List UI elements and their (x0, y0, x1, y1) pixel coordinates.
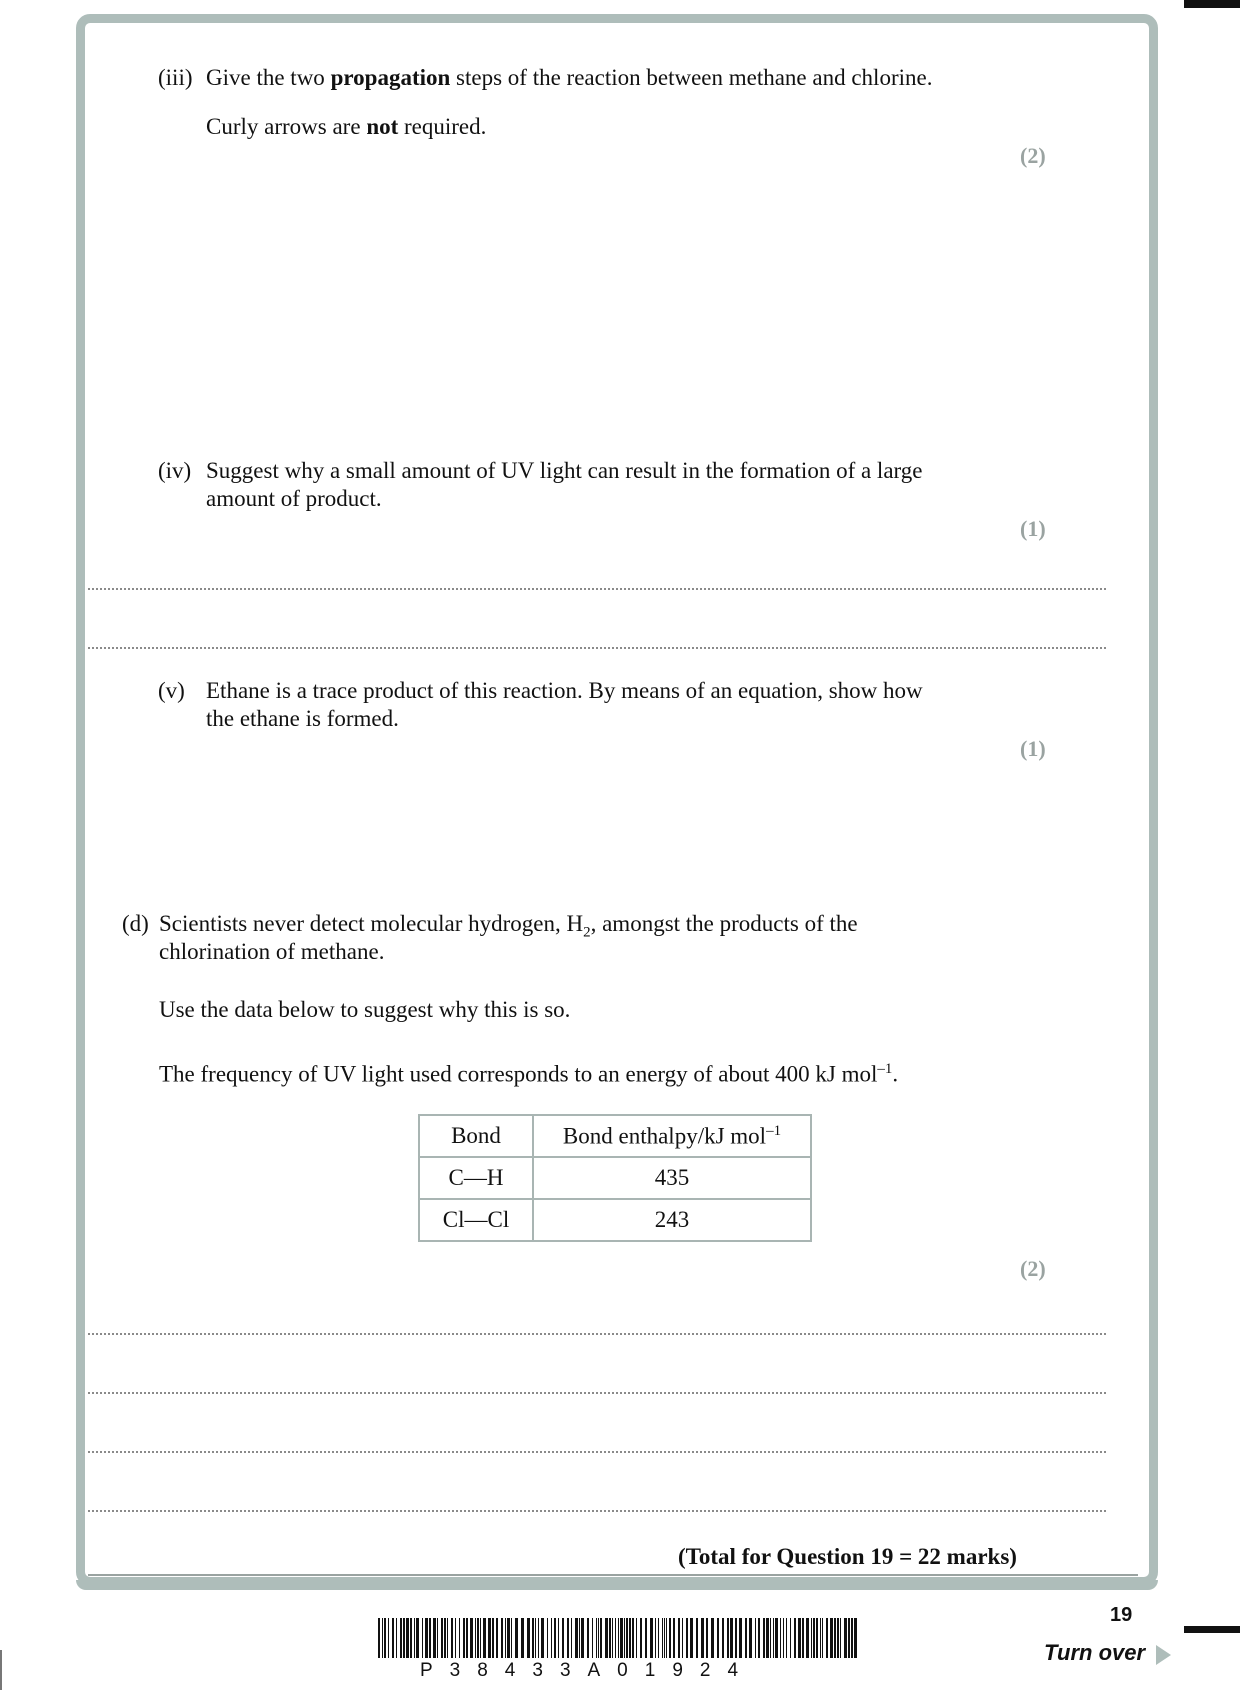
barcode-bar (475, 1618, 476, 1658)
barcode-bar (492, 1618, 494, 1658)
barcode-bar (541, 1618, 544, 1658)
barcode-bar (592, 1618, 593, 1658)
answer-line[interactable] (88, 1333, 1106, 1335)
barcode-bar (535, 1618, 536, 1658)
table-cell-bond: Cl—Cl (419, 1199, 533, 1241)
barcode-bar (711, 1618, 714, 1658)
turn-over-arrow-icon (1156, 1645, 1171, 1665)
barcode-bar (496, 1618, 498, 1658)
barcode-bar (763, 1618, 765, 1658)
table-header-enthalpy-text: Bond enthalpy/kJ mol (562, 1123, 767, 1149)
barcode-bar (811, 1618, 812, 1658)
q-v-line2: the ethane is formed. (206, 706, 399, 731)
barcode-bar (538, 1618, 539, 1658)
barcode-bar (596, 1618, 597, 1658)
barcode-bar (851, 1618, 853, 1658)
barcode-bar (830, 1618, 833, 1658)
q-d-line4 (159, 1055, 898, 1089)
barcode-bar (406, 1618, 409, 1658)
barcode-bar (618, 1618, 619, 1658)
barcode-bar (507, 1618, 510, 1658)
barcode-bar (802, 1618, 804, 1658)
answer-line[interactable] (88, 1392, 1106, 1394)
barcode-bar (837, 1618, 839, 1658)
barcode-bar (605, 1618, 608, 1658)
barcode-bar (527, 1618, 530, 1658)
barcode-bar (410, 1618, 412, 1658)
table-row (419, 1199, 811, 1241)
barcode-bar (780, 1618, 781, 1658)
barcode-bar (382, 1618, 383, 1658)
q-iv-line2: amount of product. (206, 486, 382, 511)
q-d-line4-pre: The frequency of UV light used corresponds to an energy of about 400 kJ mol (159, 1061, 878, 1087)
barcode-bar (775, 1618, 778, 1658)
barcode-bar (624, 1618, 625, 1658)
corner-bar-bottom (1184, 1626, 1240, 1633)
q-d-line3: Use the data below to suggest why this is so. (159, 997, 571, 1022)
barcode-bar (396, 1618, 397, 1658)
barcode-bar (451, 1618, 453, 1658)
barcode-bar (706, 1618, 708, 1658)
barcode-bar (447, 1618, 448, 1658)
barcode-bar (690, 1618, 693, 1658)
table-cell-bond: C—H (419, 1157, 533, 1199)
barcode-bar (575, 1618, 578, 1658)
barcode-bar (455, 1618, 456, 1658)
q-iv-label: (iv) (158, 458, 192, 483)
barcode-bar (480, 1618, 481, 1658)
q-iii-line2-pre: Curly arrows are (206, 114, 367, 139)
barcode-bar (749, 1618, 752, 1658)
q-iii-label: (iii) (158, 65, 193, 90)
q-iv-marks: (1) (1020, 516, 1046, 541)
barcode-bar (794, 1618, 796, 1658)
barcode-bar (658, 1618, 659, 1658)
q-d-line2: chlorination of methane. (159, 939, 385, 964)
table-header-superscript: –1 (766, 1122, 782, 1139)
barcode-bar (483, 1618, 486, 1658)
question-frame (76, 14, 1158, 1586)
barcode-bar (587, 1618, 589, 1658)
barcode-bar (696, 1618, 698, 1658)
barcode-bar (798, 1618, 801, 1658)
barcode-bar (844, 1618, 847, 1658)
barcode-bar (717, 1618, 719, 1658)
barcode-bar (567, 1618, 569, 1658)
barcode-bar (392, 1618, 394, 1658)
barcode-bar (441, 1618, 443, 1658)
barcode-bar (735, 1618, 737, 1658)
barcode-bar (662, 1618, 663, 1658)
barcode-bar (686, 1618, 688, 1658)
barcode-bar (822, 1618, 823, 1658)
barcode-bar (511, 1618, 512, 1658)
barcode-bar (650, 1618, 653, 1658)
table-row (419, 1157, 811, 1199)
barcode-bar (722, 1618, 724, 1658)
q-d-marks: (2) (1020, 1256, 1046, 1281)
page-number: 19 (1110, 1604, 1133, 1626)
answer-line[interactable] (88, 1510, 1106, 1512)
table-cell-value: 435 (533, 1157, 811, 1199)
barcode-bar (806, 1618, 809, 1658)
barcode-bar (459, 1618, 460, 1658)
corner-bar-top (1184, 0, 1240, 8)
barcode-bar (466, 1618, 468, 1658)
barcode-bar (422, 1618, 423, 1658)
barcode-bar (786, 1618, 787, 1658)
barcode-bar (612, 1618, 613, 1658)
barcode-bar (547, 1618, 548, 1658)
barcode-bar (758, 1618, 760, 1658)
q-iii-line1 (206, 64, 932, 92)
barcode-bar (682, 1618, 683, 1658)
q-iii-line2 (206, 113, 486, 141)
barcode-bar (615, 1618, 616, 1658)
barcode-bar (378, 1618, 380, 1658)
barcode-bar (739, 1618, 742, 1658)
barcode-bar (501, 1618, 503, 1658)
answer-line[interactable] (88, 588, 1106, 590)
barcode-bar (673, 1618, 675, 1658)
barcode-bar (840, 1618, 841, 1658)
barcode-bar (551, 1618, 552, 1658)
q-v-line1: Ethane is a trace product of this reaction. By means of an equation, show how (206, 678, 923, 703)
table-cell-value: 243 (533, 1199, 811, 1241)
barcode-bar (515, 1618, 518, 1658)
barcode-bar (437, 1618, 438, 1658)
q-iii-line2-post: required. (398, 114, 487, 139)
barcode-bar (554, 1618, 556, 1658)
q-iii-bold-not: not (366, 114, 399, 139)
total-divider (88, 1574, 1138, 1576)
barcode-bar (403, 1618, 405, 1658)
answer-line[interactable] (88, 1451, 1106, 1453)
q-d-superscript: –1 (877, 1061, 893, 1077)
question-frame-shadow (76, 1580, 1158, 1590)
barcode-bar (790, 1618, 791, 1658)
q-iii-line1-pre: Give the two (206, 65, 331, 90)
barcode-bar (820, 1618, 821, 1658)
q-d-subscript: 2 (583, 924, 591, 941)
barcode-bar (444, 1618, 446, 1658)
barcode-bar (571, 1618, 572, 1658)
barcode-bar (632, 1618, 634, 1658)
barcode-bar (629, 1618, 631, 1658)
barcode-bar (532, 1618, 534, 1658)
q-v-marks: (1) (1020, 736, 1046, 761)
barcode-bar (678, 1618, 680, 1658)
margin-tick (0, 1650, 2, 1690)
barcode-bar (826, 1618, 828, 1658)
barcode-bar (388, 1618, 389, 1658)
q-v-label: (v) (158, 678, 185, 703)
bond-enthalpy-table (418, 1114, 812, 1242)
barcode-bar (645, 1618, 647, 1658)
barcode-bar (745, 1618, 747, 1658)
barcode-bar (433, 1618, 436, 1658)
barcode-bar (766, 1618, 769, 1658)
table-header-enthalpy (533, 1115, 811, 1157)
barcode-bar (609, 1618, 611, 1658)
turn-over-label: Turn over (1044, 1640, 1146, 1665)
barcode-bar (384, 1618, 386, 1658)
barcode-bar (727, 1618, 729, 1658)
barcode-bar (626, 1618, 628, 1658)
barcode-bar (664, 1618, 665, 1658)
barcode-number: P38433A01924 (420, 1660, 756, 1681)
barcode-bar (477, 1618, 479, 1658)
barcode-bar (579, 1618, 580, 1658)
q-d-line4-post: . (892, 1061, 899, 1087)
barcode-bar (416, 1618, 419, 1658)
q-d-label: (d) (122, 911, 149, 936)
q-d-line1-pre: Scientists never detect molecular hydrogen, H (159, 911, 584, 936)
barcode-bar (400, 1618, 402, 1658)
barcode-bar (666, 1618, 667, 1658)
barcode-bar (429, 1618, 431, 1658)
barcode-bar (655, 1618, 656, 1658)
table-header-row (419, 1115, 811, 1157)
barcode-bar (669, 1618, 671, 1658)
barcode-bar (773, 1618, 774, 1658)
barcode-bar (470, 1618, 473, 1658)
barcode-bar (816, 1618, 818, 1658)
barcode-bar (562, 1618, 564, 1658)
q-iv-line1: Suggest why a small amount of UV light can result in the formation of a large (206, 458, 923, 483)
barcode-bar (834, 1618, 836, 1658)
barcode-bar (640, 1618, 642, 1658)
answer-line[interactable] (88, 647, 1106, 649)
barcode-bar (414, 1618, 415, 1658)
barcode-bar (581, 1618, 584, 1658)
question-total: (Total for Question 19 = 22 marks) (678, 1544, 1017, 1569)
q-iii-bold-propagation: propagation (330, 65, 451, 90)
barcode-bar (854, 1618, 857, 1658)
barcode-bar (600, 1618, 602, 1658)
barcode-bar (848, 1618, 850, 1658)
barcode-bar (505, 1618, 506, 1658)
table-header-bond: Bond (419, 1115, 533, 1157)
barcode-bar (521, 1618, 524, 1658)
barcode-image (378, 1618, 862, 1664)
barcode-bar (755, 1618, 756, 1658)
barcode-bar (558, 1618, 559, 1658)
barcode-bar (783, 1618, 784, 1658)
barcode-bar (701, 1618, 704, 1658)
barcode-bar (730, 1618, 733, 1658)
barcode-bar (425, 1618, 428, 1658)
q-d-line1-post: , amongst the products of the (590, 911, 858, 936)
q-iii-line1-post: steps of the reaction between methane and chlorine. (450, 65, 933, 90)
barcode-bar (620, 1618, 623, 1658)
barcode-bar (813, 1618, 815, 1658)
barcode-bar (636, 1618, 637, 1658)
barcode-bar (463, 1618, 465, 1658)
barcode-bar (488, 1618, 491, 1658)
q-iii-marks: (2) (1020, 143, 1046, 168)
barcode-bar (770, 1618, 771, 1658)
barcode-bar (598, 1618, 599, 1658)
